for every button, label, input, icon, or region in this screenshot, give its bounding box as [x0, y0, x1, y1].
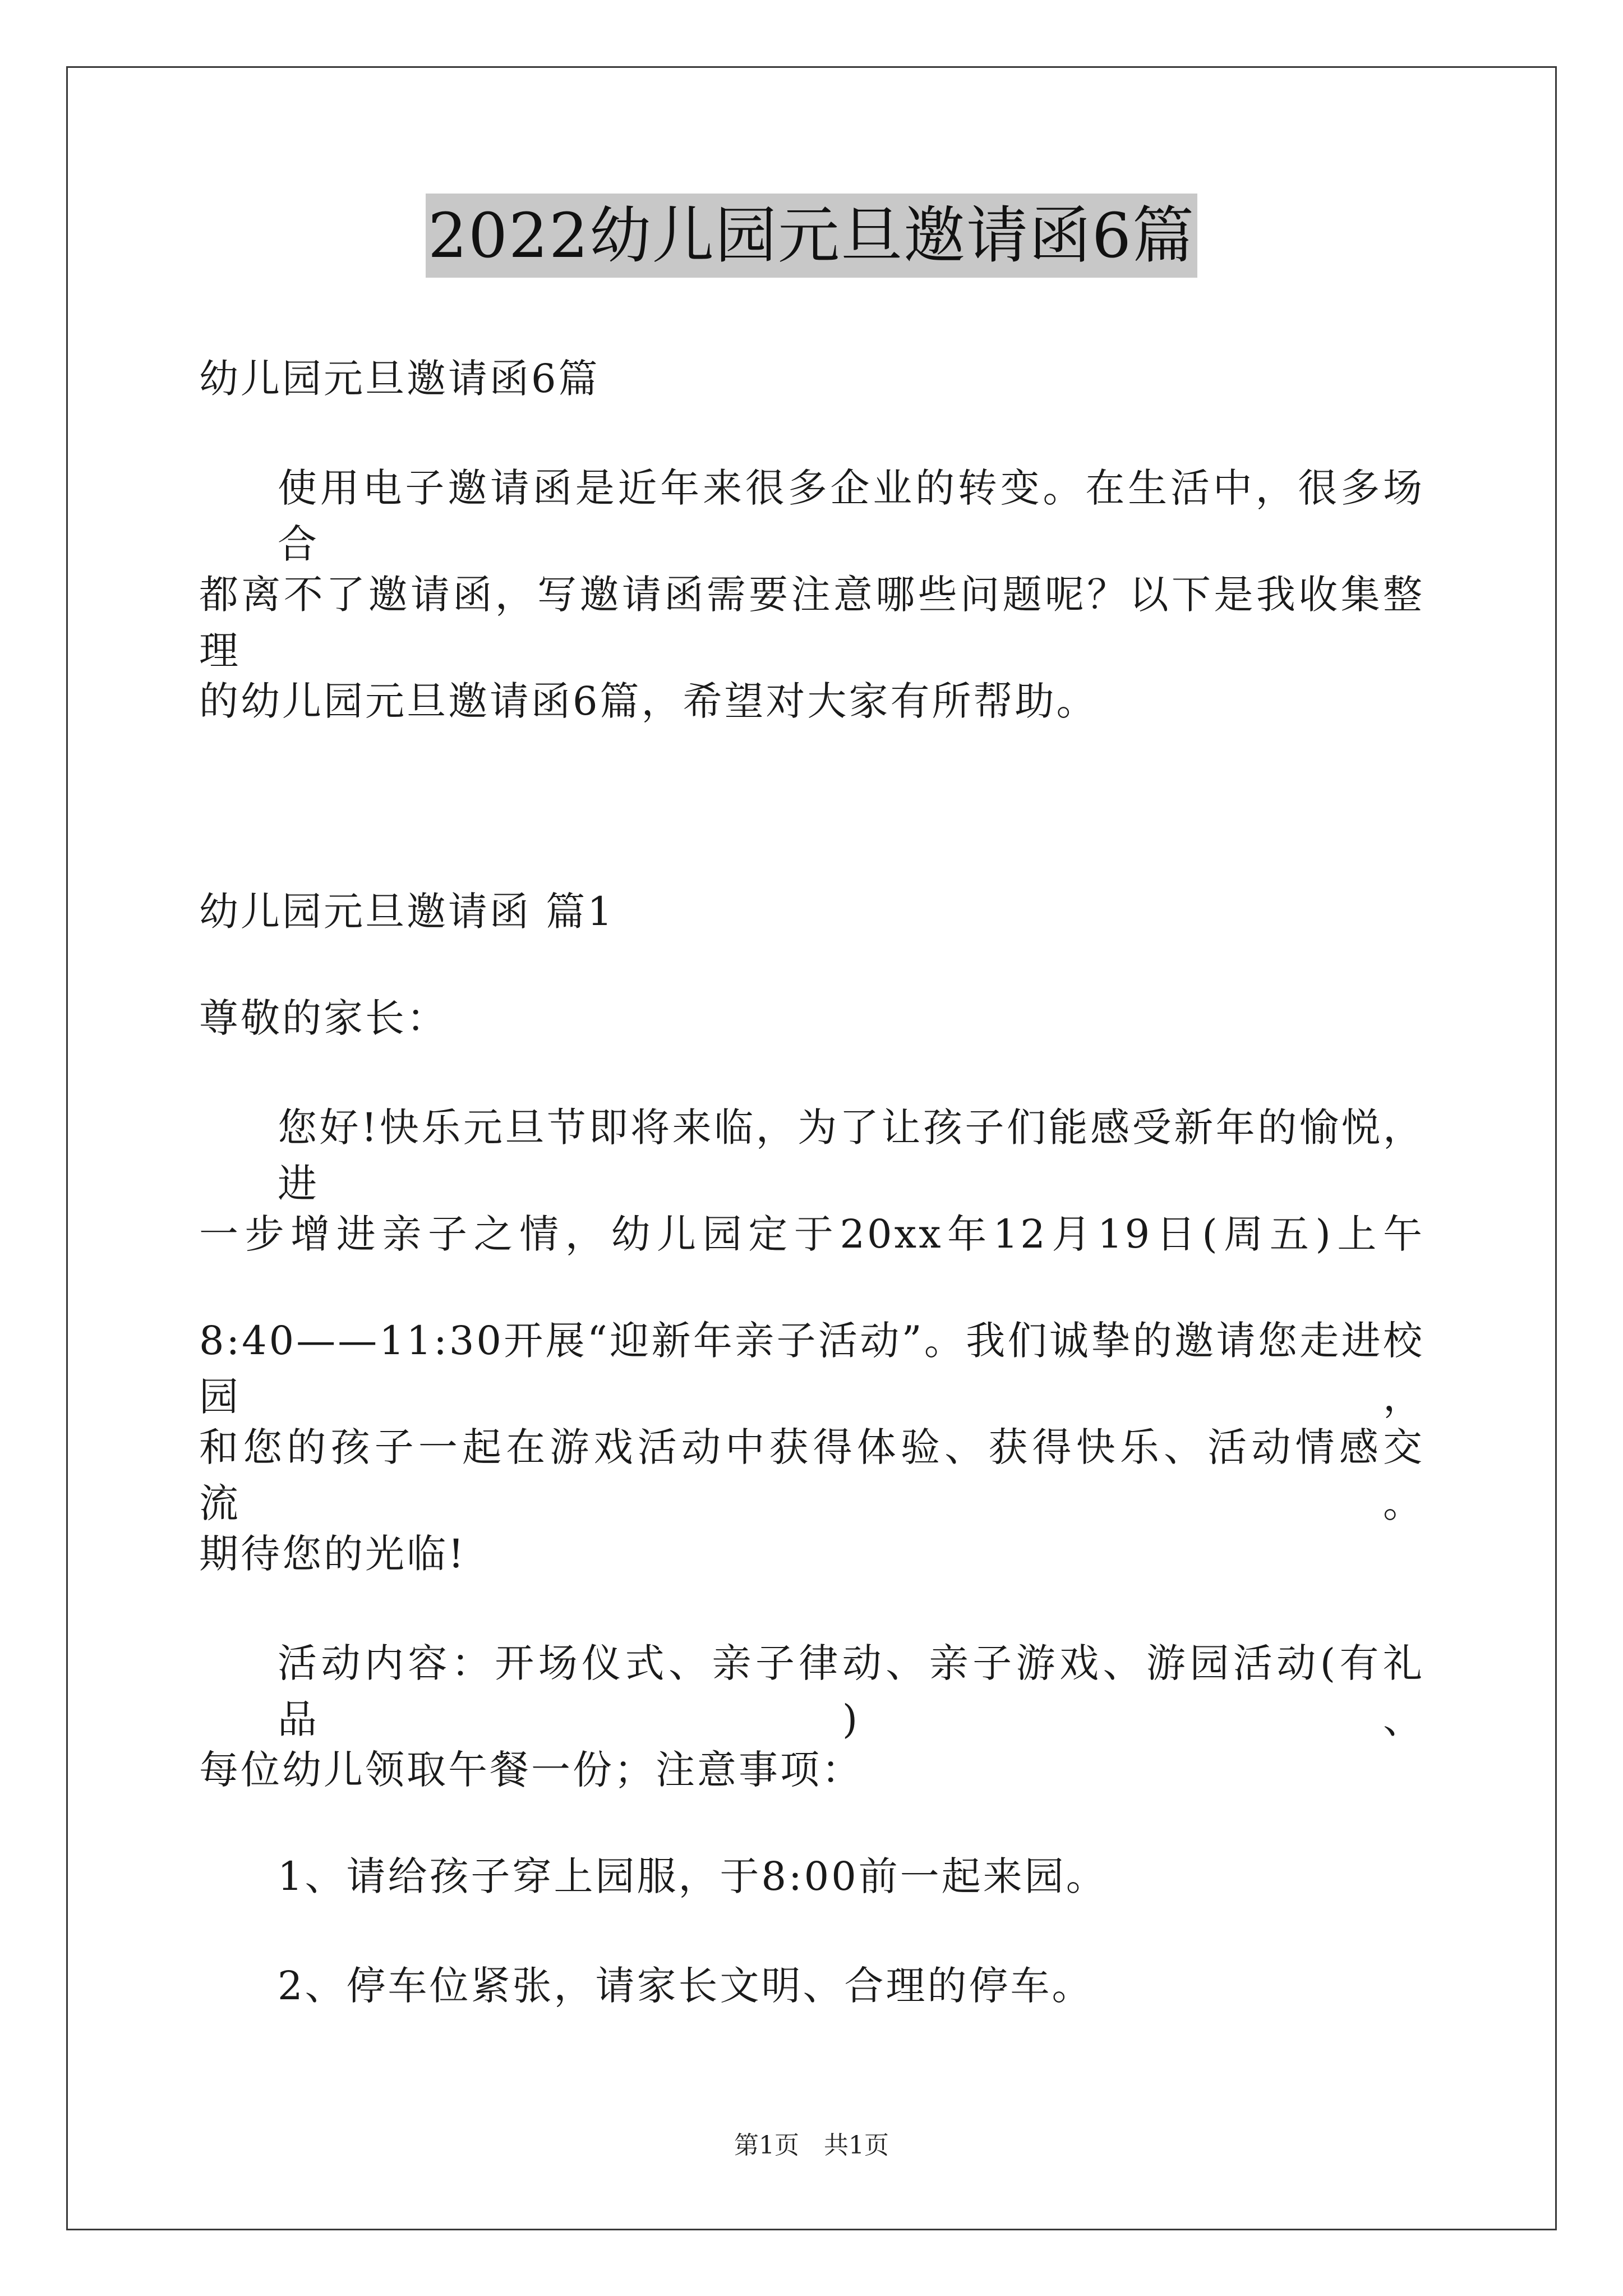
document-title: 2022幼儿园元旦邀请函6篇 — [426, 194, 1197, 278]
intro-line-3: 的幼儿园元旦邀请函6篇，希望对大家有所帮助。 — [199, 678, 1098, 724]
activity-line-2: 每位幼儿领取午餐一份；注意事项： — [199, 1747, 863, 1793]
page-footer: 第1页 共1页 — [734, 2131, 889, 2160]
body-line-2: 一步增进亲子之情，幼儿园定于20xx年12月19日(周五)上午 — [199, 1211, 1424, 1257]
body-line-4: 和您的孩子一起在游戏活动中获得体验、获得快乐、活动情感交流。 — [199, 1424, 1424, 1526]
intro-line-2: 都离不了邀请函，写邀请函需要注意哪些问题呢？以下是我收集整理 — [199, 572, 1424, 674]
salutation: 尊敬的家长： — [199, 995, 448, 1041]
body-line-1: 您好!快乐元旦节即将来临，为了让孩子们能感受新年的愉悦，进 — [278, 1105, 1424, 1207]
section-heading-1: 幼儿园元旦邀请函 篇1 — [199, 889, 615, 935]
activity-line-1: 活动内容：开场仪式、亲子律动、亲子游戏、游园活动(有礼品)、 — [278, 1640, 1424, 1742]
body-line-5: 期待您的光临! — [199, 1531, 467, 1577]
intro-line-1: 使用电子邀请函是近年来很多企业的转变。在生活中，很多场合 — [278, 465, 1424, 567]
subtitle-line: 幼儿园元旦邀请函6篇 — [199, 356, 600, 402]
note-item-2: 2、停车位紧张，请家长文明、合理的停车。 — [278, 1963, 1094, 2009]
body-line-3: 8:40——11:30开展“迎新年亲子活动”。我们诚挚的邀请您走进校园， — [199, 1318, 1424, 1420]
note-item-1: 1、请给孩子穿上园服，于8:00前一起来园。 — [278, 1853, 1108, 1899]
title-container — [0, 194, 1623, 278]
